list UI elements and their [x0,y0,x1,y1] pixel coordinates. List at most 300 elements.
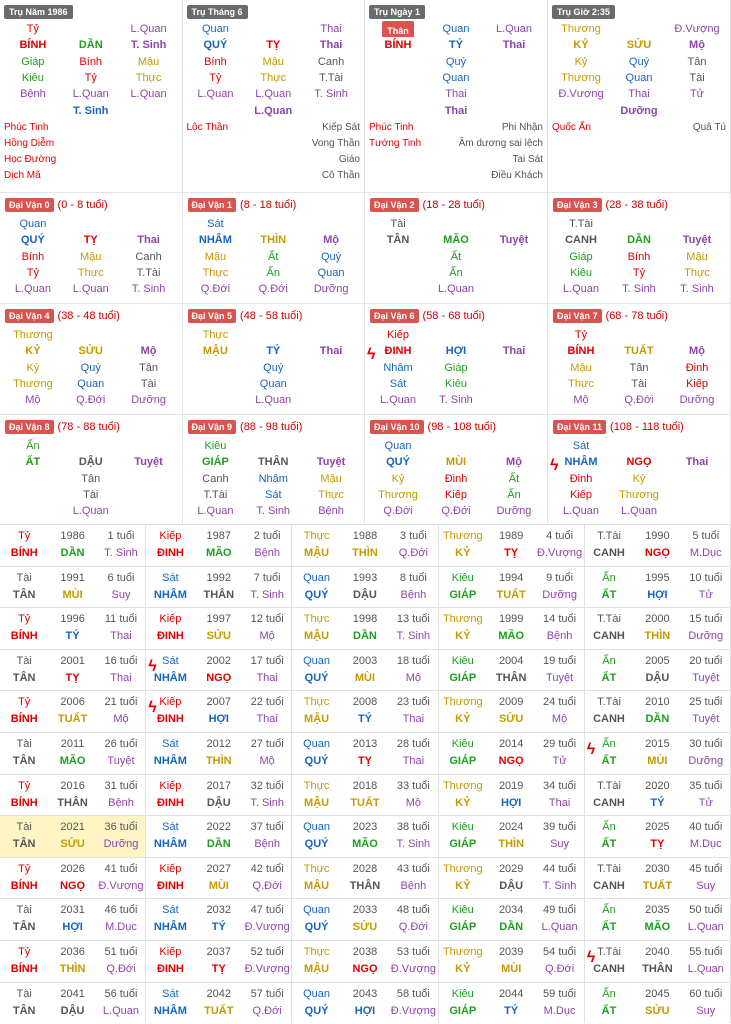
dai-van-cell: Giáp [444,361,468,374]
year-phase: Tuyệt [107,755,135,767]
year-cell [585,815,731,857]
dai-van-10 [365,414,548,525]
year-row-bottom [146,711,291,728]
year-age: 8 tuổi [399,571,427,584]
dai-van-cell: Bệnh [318,505,344,518]
year-number: 1989 [498,530,524,542]
star-right: Vong Thần [311,138,360,150]
year-row-top [585,778,730,795]
pillar-cell: Quý [445,55,467,68]
year-number: 1990 [645,530,670,542]
dai-van-cell: CANH [565,234,597,247]
year-branch: MÃO [352,838,378,851]
dai-van-cell: Thương [378,488,418,501]
dai-van-cell: Mậu [80,250,102,263]
dai-van-cell: Kiêu [444,377,468,390]
year-phase: M.Dục [689,838,722,851]
dai-van-cell [610,438,668,454]
year-cell [585,566,731,608]
dai-van-cell: Kiêu [569,266,593,279]
pillar-footer: Dưỡng [620,105,658,118]
dai-van-cell [120,438,178,454]
year-number: 2027 [206,862,232,875]
year-branch: DẦN [206,838,231,851]
dai-van-cell [120,471,178,487]
year-god: Kiêu [451,821,474,834]
year-row-top [0,611,145,628]
year-row-bottom [585,545,730,562]
year-cell [585,524,731,566]
dai-van-label: Đại Vận 0 [5,198,54,212]
dai-van-cell [244,327,302,343]
year-god: Thực [303,530,330,542]
year-stem: NHÂM [153,1004,187,1017]
dai-van-cell: NHÂM [564,456,598,469]
year-age: 27 tuổi [250,738,284,750]
year-row-top [0,570,145,587]
year-branch: SỬU [498,713,524,726]
dai-van-cell: Tài [83,488,99,501]
dai-van-cell [120,327,178,343]
dai-van-cell [187,360,245,376]
year-branch: DẦN [60,547,85,559]
dai-van-cell: Tài [631,377,647,390]
dai-van-cell: Tân [139,361,159,374]
dai-van-cell: Thai [502,345,526,358]
dai-van-cell: Thương [13,377,53,390]
year-branch: NGỌ [60,879,86,892]
year-number: 1999 [498,613,524,626]
year-row-top [439,736,584,753]
year-number: 2012 [206,738,232,750]
year-god: Tài [16,821,32,834]
year-stem: BÍNH [10,879,38,892]
dai-van-cell: T. Sinh [439,394,473,407]
dai-van-cell: Sát [264,488,282,501]
year-cell [292,607,438,649]
year-god: Kiêu [451,654,474,667]
dai-van-label: Đại Vận 10 [370,420,424,434]
year-row-top [146,819,291,836]
year-cell [146,982,292,1024]
pillar-footer: L.Quan [254,105,293,118]
year-row-top [146,986,291,1003]
year-cell [585,774,731,816]
year-god: Thực [303,946,330,958]
year-number: 1987 [206,530,232,542]
dai-van-cell: Kỷ [391,472,405,485]
year-stem: CANH [593,879,625,892]
dai-van-label: Đại Vận 6 [370,309,419,323]
year-stem: MẬU [304,630,330,643]
year-cell [585,898,731,940]
dai-van-cell [427,327,485,343]
year-stem: GIÁP [449,838,477,851]
year-age: 41 tuổi [104,862,138,875]
dai-van-cell: T. Sinh [622,283,656,296]
year-phase: Dưỡng [103,838,139,851]
year-branch: TUẤT [204,1004,234,1017]
year-row-top [292,902,437,919]
year-row-bottom [146,961,291,978]
year-branch: MÙI [354,671,376,684]
year-row-top [0,528,145,545]
year-god: Thương [442,613,483,626]
dai-van-cell: Thương [13,329,53,341]
year-number: 2020 [645,779,670,792]
pillar-cell: Quan [625,71,653,84]
year-branch: DẬU [206,796,231,809]
dai-van-2 [365,192,548,303]
year-stem: QUÝ [304,921,329,934]
year-stem: CANH [593,547,625,559]
year-branch: DẬU [353,588,377,601]
dai-van-cell [668,327,726,343]
dai-van-cell: MÙI [445,456,467,469]
year-row-top [146,736,291,753]
year-branch: TÝ [504,1004,519,1017]
dai-van-range: (28 - 38 tuổi) [605,198,668,211]
year-row-top [0,861,145,878]
year-branch: NGỌ [644,547,670,559]
pillar-stars [365,120,547,184]
dai-van-cell [427,438,485,454]
year-phase: Mộ [113,713,129,726]
dai-van-header [0,193,182,216]
year-row-bottom [292,919,437,936]
pillar-cell: Tân [687,55,707,68]
year-number: 2001 [60,654,85,667]
star-row [187,136,361,152]
year-row-top [439,570,584,587]
year-branch: MÃO [644,921,671,934]
dai-van-cell: MÃO [443,234,469,247]
year-age: 13 tuổi [396,613,430,626]
year-age: 38 tuổi [396,821,430,834]
year-row-bottom [439,919,584,936]
year-number: 2005 [645,654,670,667]
pillar-cell: T.Tài [319,71,343,84]
year-phase: Đ.Vượng [536,547,583,559]
year-row-top [292,694,437,711]
year-cell [292,690,438,732]
year-age: 6 tuổi [107,571,135,584]
year-god: Thương [442,530,483,542]
year-row-bottom [439,628,584,645]
year-age: 19 tuổi [543,654,577,667]
year-phase: Q.Đới [544,963,575,975]
year-branch: THÌN [205,755,232,767]
year-god: Kiêu [451,904,474,917]
year-branch: MÙI [208,879,229,892]
year-number: 2037 [206,946,232,958]
year-row-bottom [439,753,584,770]
dai-van-grid [548,216,730,297]
year-branch: SỬU [60,838,85,851]
year-stem: KỶ [455,879,471,892]
year-cell [0,649,146,691]
year-god: Sát [162,821,179,834]
year-stem: KỶ [455,796,471,809]
year-branch: TÝ [650,796,665,809]
year-phase: Dưỡng [542,588,577,601]
year-number: 2044 [498,987,524,1000]
star-left: Phúc Tinh [4,122,49,134]
dai-van-cell: THÂN [257,456,289,469]
year-branch: DẬU [499,879,524,892]
year-phase: M.Dục [543,1004,576,1017]
year-branch: THÂN [57,796,88,809]
year-age: 5 tuổi [692,530,720,542]
pillar-header [183,0,365,21]
year-row-bottom [292,545,437,562]
dai-van-cell: Quan [77,377,105,390]
year-row-bottom [0,1003,145,1020]
year-number: 2040 [645,946,670,958]
dai-van-cell: ĐINH [384,345,412,358]
year-phase: T. Sinh [250,588,284,601]
year-row-bottom [292,795,437,812]
star-left: Dịch Mã [4,170,41,182]
year-number: 2031 [60,904,85,917]
pillar-cell: Giáp [21,55,45,68]
year-row-top [585,986,730,1003]
year-number: 2033 [352,904,378,917]
year-row-top [146,611,291,628]
year-row-bottom [585,836,730,853]
year-row-top [292,778,437,795]
year-stem: ẤT [601,671,617,684]
dai-van-cell: L.Quan [72,505,109,518]
dai-van-cell: Tỷ [632,266,646,279]
dai-van-cell: Tài [140,377,157,390]
year-age: 18 tuổi [396,654,430,667]
year-god: Quan [303,738,331,750]
star-row [187,168,361,184]
dai-van-cell: L.Quan [197,505,234,518]
dai-van-cell: Ấn [449,266,463,279]
year-age: 11 tuổi [104,613,138,626]
year-row-top [292,611,437,628]
year-row-bottom [585,961,730,978]
dai-van-cell: T. Sinh [256,505,291,518]
year-god: Tài [16,738,32,750]
year-row-bottom [292,628,437,645]
year-row-top [439,986,584,1003]
lightning-icon: ϟ [148,657,157,675]
pillar-cell: L.Quan [72,88,109,101]
year-row-top [146,694,291,711]
year-branch: DẦN [353,630,377,643]
year-row-bottom [585,628,730,645]
dai-van-cell: L.Quan [620,505,658,518]
dai-van-cell [4,503,62,519]
year-phase: Q.Đới [398,921,428,934]
year-row-bottom [146,670,291,687]
star-right: Kiếp Sát [322,122,360,134]
year-cell [0,982,146,1024]
year-number: 2035 [645,904,670,917]
year-number: 1997 [206,613,232,626]
dai-van-cell: Tuyệt [682,234,712,247]
dai-van-range: (18 - 28 tuổi) [422,198,485,211]
year-branch: THÂN [349,879,381,892]
year-cell [146,815,292,857]
dai-van-cell: L.Quan [72,283,109,296]
pillar-cell: TÝ [448,39,464,52]
year-cell [585,732,731,774]
dai-van-range: (78 - 88 tuổi) [57,420,120,433]
year-row-top [439,611,584,628]
lightning-icon: ϟ [586,949,596,966]
star-row [187,152,361,168]
year-row-top [585,861,730,878]
dai-van-range: (0 - 8 tuổi) [57,198,108,211]
year-age: 9 tuổi [546,571,574,584]
dai-van-cell: DẦN [627,234,651,247]
dai-van-cell: Mộ [689,345,705,358]
year-age: 21 tuổi [104,696,138,709]
year-row-bottom [146,753,291,770]
year-god: Kiếp [159,779,182,792]
pillar-cell [369,86,427,102]
dai-van-cell [302,360,360,376]
year-age: 3 tuổi [399,530,427,542]
year-god: Ấn [602,904,616,917]
pillar-cell: Đ.Vượng [558,88,604,101]
dai-van-1 [183,192,366,303]
year-number: 2017 [206,779,232,792]
dai-van-cell [610,216,668,232]
year-age: 40 tuổi [689,821,723,834]
year-age: 28 tuổi [396,738,430,750]
pillar-header [548,0,730,21]
star-right: Tai Sát [512,154,543,166]
year-cell [146,649,292,691]
year-number: 2045 [645,987,670,1000]
dai-van-cell [62,438,120,454]
year-row-bottom [439,836,584,853]
dai-van-cell: Nhâm [258,472,288,485]
pillar-cell: BÍNH [19,39,47,52]
pillar-cell: L.Quan [197,88,234,101]
dai-van-cell: Canh [135,250,162,263]
year-god: Sát [162,987,179,1000]
year-age: 15 tuổi [689,613,723,626]
year-stem: ĐINH [156,796,184,809]
dai-van-header [548,193,730,216]
year-branch: THÌN [644,630,671,643]
year-row-bottom [146,878,291,895]
dai-van-cell: Mậu [570,361,592,374]
dai-van-cell: Mậu [686,250,708,263]
year-age: 52 tuổi [250,946,284,958]
dai-van-4 [0,303,183,414]
pillar-2 [365,0,548,192]
year-stem: CANH [593,713,625,726]
year-phase: T. Sinh [250,796,284,809]
year-number: 2034 [498,904,524,917]
year-number: 2028 [352,862,378,875]
year-age: 42 tuổi [250,862,284,875]
pillar-cell: Mộ [689,39,705,52]
year-number: 2014 [498,738,524,750]
dai-van-cell: TÂN [386,234,410,247]
year-row-top [0,694,145,711]
year-branch: HỢI [62,921,83,934]
year-phase: Thai [110,671,132,684]
dai-van-cell [369,265,427,281]
dai-van-cell: THÌN [260,234,287,247]
year-number: 2030 [645,862,670,875]
dai-van-cell: Bính [21,250,45,263]
year-row-bottom [439,878,584,895]
dai-van-cell: Sát [572,440,590,452]
year-stem: BÍNH [10,713,38,726]
year-age: 12 tuổi [250,613,284,626]
year-cell [439,940,585,982]
year-cell [439,898,585,940]
year-phase: Dưỡng [688,630,724,643]
year-age: 44 tuổi [543,862,577,875]
year-cell [439,566,585,608]
lightning-icon: ϟ [586,741,596,758]
year-age: 36 tuổi [104,821,138,834]
year-row-bottom [0,961,145,978]
year-phase: Q.Đới [106,963,136,975]
year-row-bottom [292,1003,437,1020]
year-cell [146,898,292,940]
dai-van-cell: Đinh [685,361,709,374]
year-phase: T. Sinh [104,547,138,559]
year-number: 2024 [498,821,524,834]
year-stem: GIÁP [449,921,477,934]
dai-van-cell: T.Tài [136,266,161,279]
year-stem: GIÁP [449,1004,477,1017]
year-phase: Thai [548,796,571,809]
year-number: 2000 [645,613,670,626]
year-stem: ẤT [601,921,617,934]
year-row-bottom [146,1003,291,1020]
year-number: 2036 [60,946,85,958]
dai-van-range: (108 - 118 tuổi) [610,420,684,433]
year-phase: Đ.Vượng [390,963,436,975]
year-number: 2019 [498,779,524,792]
dai-van-grid [365,216,547,297]
year-phase: Mộ [405,671,421,684]
year-row-top [146,778,291,795]
year-god: Kiếp [159,696,182,709]
year-phase: Tuyệt [692,671,720,684]
year-stem: NHÂM [153,671,187,684]
year-branch: THÌN [59,963,86,975]
dai-van-cell: TUẤT [624,345,654,358]
year-branch: HỢI [208,713,229,726]
dai-van-label: Đại Vận 3 [553,198,602,212]
year-god: Kiếp [159,946,182,958]
pillar-cell: Thai [502,39,526,52]
star-row [552,120,726,136]
year-god: T.Tài [597,862,621,875]
year-age: 56 tuổi [104,987,138,1000]
dai-van-cell: Thực [202,266,229,279]
dai-van-cell: L.Quan [437,283,475,296]
year-cell [439,607,585,649]
year-phase: Bệnh [400,588,427,601]
year-row-top [0,944,145,961]
year-phase: L.Quan [687,921,724,934]
lightning-icon: ϟ [367,346,376,363]
